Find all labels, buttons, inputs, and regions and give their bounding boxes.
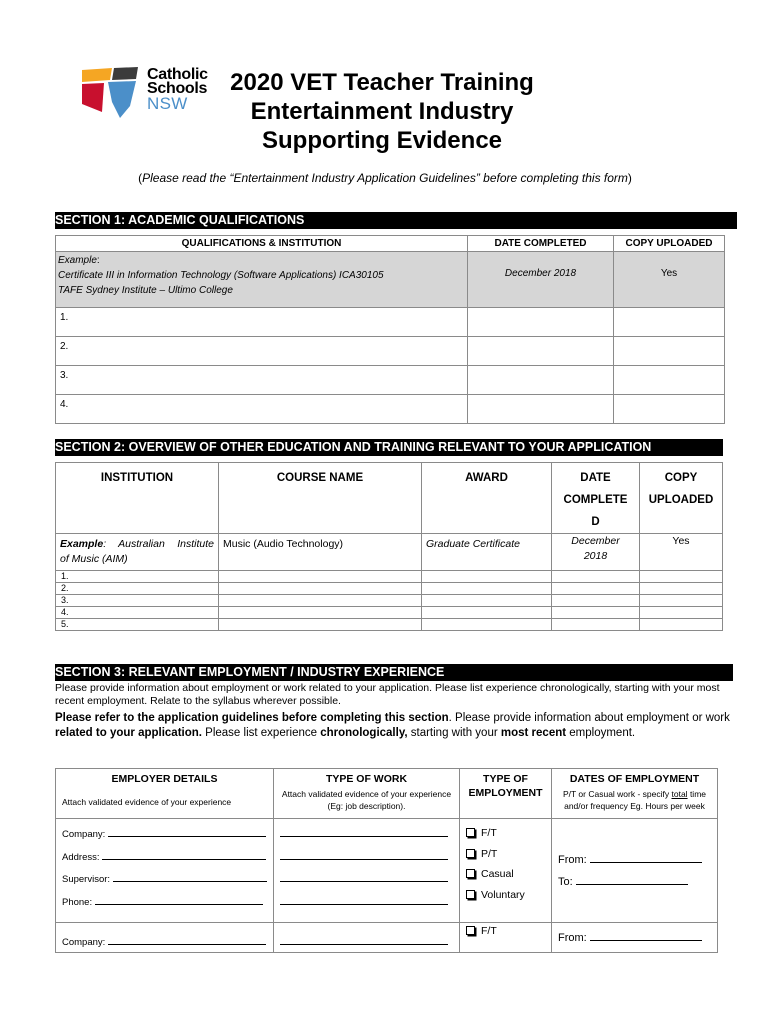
page-title [200,68,564,155]
work-line[interactable] [280,872,453,895]
example-copy: Yes [614,252,725,308]
from-label: From: [558,854,587,866]
type-of-work-cell [274,923,460,953]
type-of-work-cell [274,819,460,923]
logo-text-nsw: NSW [147,94,188,113]
work-line[interactable] [280,850,453,873]
employer-details-cell [56,819,274,923]
phone-field[interactable] [62,895,267,918]
copy-cell[interactable] [614,337,725,366]
note-text: P/T or Casual work - specify [563,789,672,799]
example-award: Graduate Certificate [422,534,552,571]
example-colon: : [96,255,100,266]
supervisor-blank[interactable] [113,872,267,882]
company-blank[interactable] [108,827,266,837]
example-label: Example [60,538,104,550]
type-of-employment-cell [460,923,552,953]
option-label: Voluntary [481,888,525,901]
header-note: Attach validated evidence of your experience (Eg: job description). [281,789,452,811]
row-number[interactable]: 4. [56,395,468,424]
header-title: TYPE OF WORK [325,773,408,785]
row-number[interactable]: 1. [56,308,468,337]
table-row [56,583,723,595]
col-header-award: AWARD [422,463,552,534]
phone-blank[interactable] [95,895,263,905]
table-row [56,595,723,607]
company-label: Company: [62,937,106,948]
example-institution [56,534,219,571]
work-line[interactable] [280,895,453,918]
note-underlined: total [671,789,688,799]
course-cell[interactable] [219,583,422,595]
example-institution-text: : Australian Institute [103,538,214,550]
to-blank[interactable] [576,875,688,885]
award-cell[interactable] [422,595,552,607]
employment-table [55,768,718,953]
from-label: From: [558,932,587,944]
employer-details-cell [56,923,274,953]
copy-cell[interactable] [614,308,725,337]
award-cell[interactable] [422,607,552,619]
table-row [56,619,723,631]
row-number[interactable]: 5. [56,619,219,631]
date-cell[interactable] [552,619,640,631]
employment-entry-2 [56,923,718,953]
guidance-bold: related to your application. [55,727,202,739]
guidance-text: . Please provide information about employment or work [448,712,730,724]
dates-of-employment-cell [552,819,718,923]
to-field[interactable] [558,875,711,888]
example-date: December 2018 [468,252,614,308]
award-cell[interactable] [422,583,552,595]
table-row [56,337,725,366]
example-copy: Yes [640,534,723,571]
col-header-institution: INSTITUTION [56,463,219,534]
other-education-table [55,462,723,631]
example-date [552,534,640,571]
date-cell[interactable] [552,607,640,619]
date-cell[interactable] [468,366,614,395]
work-blank[interactable] [280,935,448,945]
table-row [56,607,723,619]
course-cell[interactable] [219,619,422,631]
header-line: TYPE OF [483,773,528,785]
header-note [552,788,717,812]
example-row [56,534,723,571]
checkbox-ft[interactable] [466,827,545,848]
from-field[interactable] [558,931,711,944]
guidance-bold: most recent [500,727,567,739]
instructions-text: Please read the “Entertainment Industry Application Guidelines” before completing this form [142,171,628,185]
title-line-1: 2020 VET Teacher Training [230,69,534,96]
logo-text-catholic: Catholic [147,66,208,83]
type-of-employment-cell [460,819,552,923]
company-label: Company: [62,829,106,840]
title-line-2: Entertainment Industry [250,98,514,125]
col-header-copy-uploaded [640,463,723,534]
table-row [56,395,725,424]
header-line: EMPLOYMENT [468,787,543,799]
header-title: EMPLOYER DETAILS [111,773,218,785]
section-1-heading: SECTION 1: ACADEMIC QUALIFICATIONS [55,212,737,229]
example-certificate: Certificate III in Information Technology (Software Applications) ICA30105 [58,270,384,281]
col-header-employer-details [56,769,274,819]
date-cell[interactable] [468,337,614,366]
checkbox-icon[interactable] [466,926,475,935]
header-title [460,772,551,800]
to-label: To: [558,876,573,888]
row-number[interactable]: 4. [56,607,219,619]
section-3-intro: Please provide information about employment or work related to your application. Please list experience chronologically, starting with your most recent employment. Relate to the syllabus wherever possible. [55,682,720,707]
example-row [56,252,725,308]
checkbox-casual[interactable] [466,868,545,889]
company-field[interactable] [62,929,267,952]
work-blank[interactable] [280,827,448,837]
header-line: UPLOADED [648,494,714,506]
company-field[interactable] [62,827,267,850]
col-header-course-name: COURSE NAME [219,463,422,534]
example-institution-text-2: of Music (AIM) [60,553,128,565]
award-cell[interactable] [422,619,552,631]
row-number[interactable]: 3. [56,366,468,395]
logo-text-schools: Schools [147,80,208,97]
guidance-text: Please list experience [201,727,321,739]
dates-of-employment-cell [552,923,718,953]
section-3-guidance [55,711,735,741]
table-row [56,571,723,583]
work-blank[interactable] [280,895,448,905]
header-line: D [591,516,600,528]
header-line: COPY [664,472,698,484]
instructions-note [0,171,770,185]
col-header-date-completed [552,463,640,534]
address-field[interactable] [62,850,267,873]
guidance-bold: Please refer to the application guidelines before completing this section [55,712,449,724]
date-cell[interactable] [468,308,614,337]
catholic-schools-nsw-logo [80,66,220,122]
checkbox-ft[interactable] [466,925,545,946]
example-course: Music (Audio Technology) [219,534,422,571]
copy-cell[interactable] [640,607,723,619]
example-date-year: 2018 [583,550,608,562]
table-row [56,308,725,337]
supervisor-field[interactable] [62,872,267,895]
row-number[interactable]: 2. [56,337,468,366]
option-label: F/T [481,827,497,839]
option-label: F/T [481,925,497,937]
checkbox-icon[interactable] [466,890,475,899]
section-2-heading: SECTION 2: OVERVIEW OF OTHER EDUCATION AND TRAINING RELEVANT TO YOUR APPLICATION [55,439,723,456]
work-line[interactable] [280,929,453,952]
copy-cell[interactable] [640,619,723,631]
copy-cell[interactable] [640,571,723,583]
paren-open: ( [138,171,143,185]
example-label: Example [58,255,97,266]
col-header-type-of-work [274,769,460,819]
header-title: DATES OF EMPLOYMENT [569,773,700,785]
example-institute: TAFE Sydney Institute – Ultimo College [58,285,233,296]
from-blank[interactable] [590,853,702,863]
copy-cell[interactable] [614,395,725,424]
option-label: P/T [481,847,498,860]
col-header-type-of-employment [460,769,552,819]
copy-cell[interactable] [640,595,723,607]
table-row [56,366,725,395]
row-number[interactable]: 2. [56,583,219,595]
from-field[interactable] [558,853,711,875]
copy-cell[interactable] [614,366,725,395]
course-cell[interactable] [219,571,422,583]
example-qualification [56,252,468,308]
example-date-month: December [571,535,620,547]
note-text: time and/or frequency Eg. Hours per week [564,789,706,811]
course-cell[interactable] [219,607,422,619]
address-label: Address: [62,851,100,863]
col-header-date-completed: DATE COMPLETED [468,236,614,252]
date-cell[interactable] [552,571,640,583]
date-cell[interactable] [552,583,640,595]
logo-mark-icon [80,66,142,122]
guidance-text: starting with your [407,727,501,739]
header-line: DATE [580,472,611,484]
work-line[interactable] [280,827,453,850]
employment-entry-1 [56,819,718,923]
checkbox-icon[interactable] [466,849,475,858]
header-line: COMPLETE [563,494,628,506]
col-header-qualifications: QUALIFICATIONS & INSTITUTION [56,236,468,252]
address-blank[interactable] [102,850,266,860]
supervisor-label: Supervisor: [62,874,111,885]
company-blank[interactable] [108,935,266,945]
row-number[interactable]: 3. [56,595,219,607]
checkbox-voluntary[interactable] [466,889,545,910]
award-cell[interactable] [422,571,552,583]
title-line-3: Supporting Evidence [261,127,503,154]
row-number[interactable]: 1. [56,571,219,583]
option-label: Casual [481,868,514,880]
work-blank[interactable] [280,872,448,882]
date-cell[interactable] [468,395,614,424]
header-note: Attach validated evidence of your experience [62,797,232,807]
copy-cell[interactable] [640,583,723,595]
col-header-copy-uploaded: COPY UPLOADED [614,236,725,252]
checkbox-pt[interactable] [466,848,545,869]
work-blank[interactable] [280,850,448,860]
from-blank[interactable] [590,931,702,941]
checkbox-icon[interactable] [466,869,475,878]
academic-qualifications-table [55,235,725,424]
course-cell[interactable] [219,595,422,607]
guidance-bold: chronologically, [320,727,408,739]
section-3-heading: SECTION 3: RELEVANT EMPLOYMENT / INDUSTRY EXPERIENCE [55,664,733,681]
date-cell[interactable] [552,595,640,607]
paren-close: ) [627,171,632,185]
checkbox-icon[interactable] [466,828,475,837]
col-header-dates-of-employment [552,769,718,819]
guidance-text: employment. [566,727,636,739]
phone-label: Phone: [62,896,93,908]
